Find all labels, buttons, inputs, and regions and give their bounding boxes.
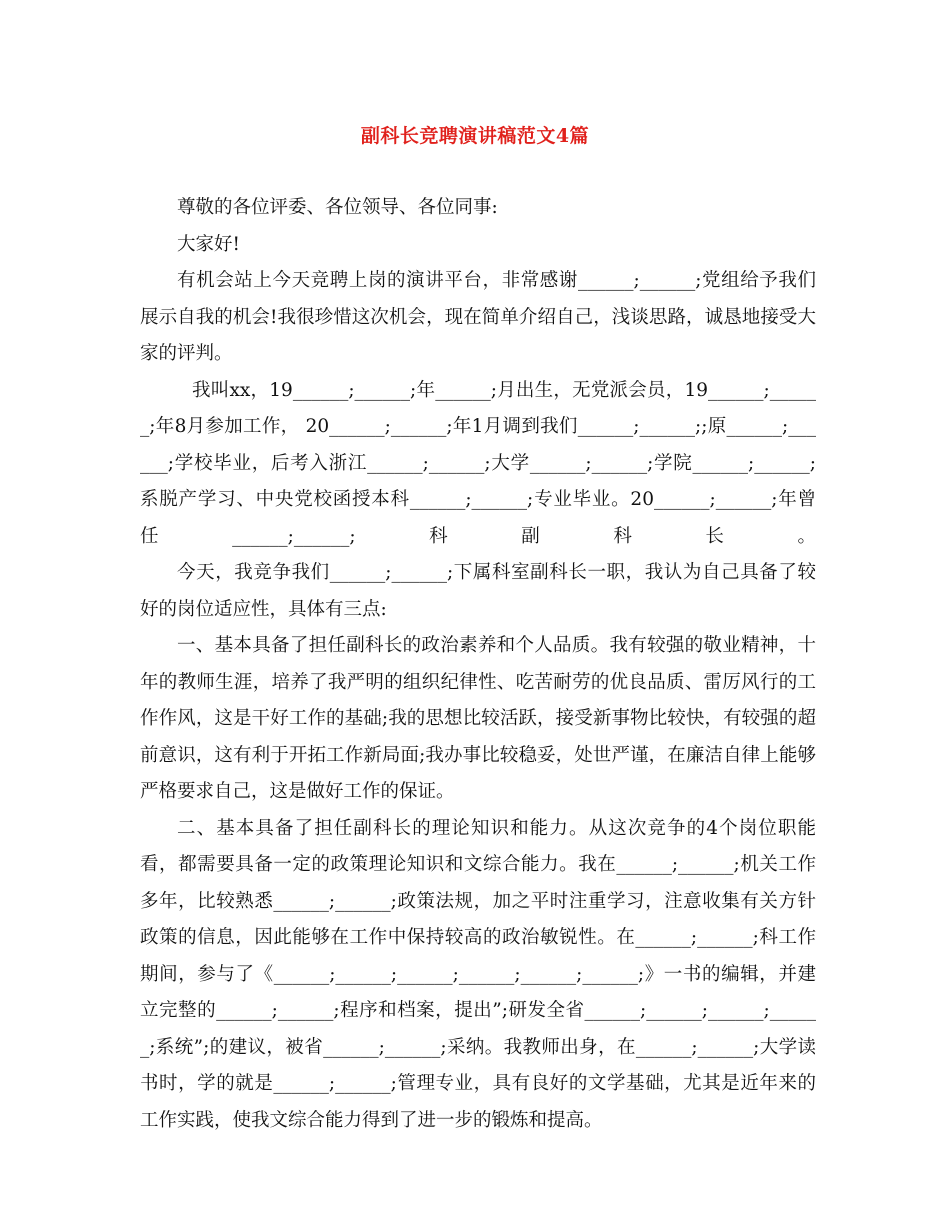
position-paragraph: 今天，我竞争我们______;______;下属科室副科长一职，我认为自己具备了较好的岗位适应性，具体有三点: [140,562,816,620]
point-two-paragraph: 二、基本具备了担任副科长的理论知识和能力。从这次竞争的4个岗位职能看，都需要具备一定的政策理论知识和文综合能力。我在______;______;机关工作多年，比较熟悉______;______;政策法规，加之平时注重学习，注意收集有关方针政策的信息，因此能够在工作中保持较高的政治敏锐性。在______;______;科工作期间，参与了《______;______;______;______;______;______;》一书的编辑，并建立完整的______;______;程序和档案，提出”;研发全省______;______;______;______;系统”;的建议，被省______;______;采纳。我教师出身，在______;______;大学读书时，学的就是______;______;管理专业，具有良好的文学基础，尤其是近年来的工作实践，使我文综合能力得到了进一步的锻炼和提高。 [140,817,816,1131]
intro-paragraph: 有机会站上今天竞聘上岗的演讲平台，非常感谢______;______;党组给予我们展示自我的机会!我很珍惜这次机会，现在简单介绍自己，浅谈思路，诚恳地接受大家的评判。 [140,270,816,364]
point-one-paragraph: 一、基本具备了担任副科长的政治素养和个人品质。我有较强的敬业精神，十年的教师生涯，培养了我严明的组织纪律性、吃苦耐劳的优良品质、雷厉风行的工作作风，这是干好工作的基础;我的思想比较活跃，接受新事物比较快，有较强的超前意识，这有利于开拓工作新局面;我办事比较稳妥，处世严谨，在廉洁自律上能够严格要求自己，这是做好工作的保证。 [140,635,816,802]
document-title: 副科长竞聘演讲稿范文4篇 [360,125,590,147]
greeting-paragraph: 大家好! [177,233,240,255]
salutation-paragraph: 尊敬的各位评委、各位领导、各位同事: [177,197,498,218]
document-body [140,190,816,1139]
self-introduction-paragraph: 我叫xx，19______;______;年______;月出生，无党派会员，19______;______;年8月参加工作， 20______;______;年1月调到我们______;______;;原______;______;学校毕业，后考入浙江______;______;大学______;______;学院______;______;系脱产学习、中央党校函授本科______;______;专业毕业。20______;______;年曾任______;______;科副科长。 [140,379,816,547]
